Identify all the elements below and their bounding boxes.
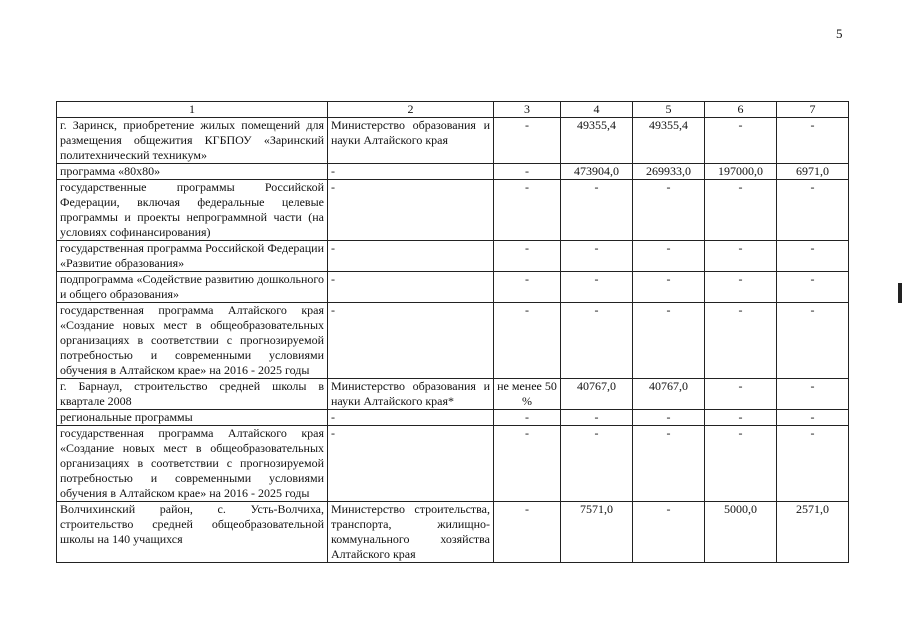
- row-total-cell: 7571,0: [561, 502, 633, 563]
- row-value-cell: -: [705, 379, 777, 410]
- row-value-cell: -: [633, 410, 705, 426]
- column-header: 2: [328, 102, 494, 118]
- row-total-cell: -: [561, 426, 633, 502]
- row-name-cell: г. Заринск, приобретение жилых помещений для размещения общежития КГБПОУ «Заринский политехнический техникум»: [57, 118, 328, 164]
- row-share-cell: -: [494, 164, 561, 180]
- row-value-cell: 269933,0: [633, 164, 705, 180]
- row-value-cell: -: [705, 180, 777, 241]
- column-header: 7: [777, 102, 849, 118]
- column-number-row: [57, 102, 849, 118]
- row-total-cell: 49355,4: [561, 118, 633, 164]
- row-name-cell: государственная программа Алтайского края «Создание новых мест в общеобразовательных организациях в соответствии с прогнозируемой потребностью и современными условиями обучения в Алтайском крае» на 2016 - 2025 годы: [57, 426, 328, 502]
- row-executor-cell: Министерство образования и науки Алтайского края: [328, 118, 494, 164]
- row-total-cell: -: [561, 272, 633, 303]
- row-value-cell: -: [777, 426, 849, 502]
- row-value-cell: -: [633, 502, 705, 563]
- row-value-cell: 2571,0: [777, 502, 849, 563]
- column-header: 3: [494, 102, 561, 118]
- row-total-cell: -: [561, 303, 633, 379]
- row-value-cell: -: [633, 426, 705, 502]
- page-number: 5: [836, 26, 843, 41]
- row-value-cell: 6971,0: [777, 164, 849, 180]
- row-value-cell: -: [777, 410, 849, 426]
- row-share-cell: -: [494, 426, 561, 502]
- row-value-cell: -: [777, 241, 849, 272]
- row-value-cell: -: [705, 410, 777, 426]
- row-total-cell: 40767,0: [561, 379, 633, 410]
- row-value-cell: -: [633, 180, 705, 241]
- row-name-cell: г. Барнаул, строительство средней школы в квартале 2008: [57, 379, 328, 410]
- row-share-cell: -: [494, 410, 561, 426]
- row-value-cell: -: [633, 241, 705, 272]
- row-name-cell: подпрограмма «Содействие развитию дошкольного и общего образования»: [57, 272, 328, 303]
- row-value-cell: -: [777, 118, 849, 164]
- table-row: [57, 118, 849, 164]
- row-share-cell: -: [494, 241, 561, 272]
- row-executor-cell: -: [328, 426, 494, 502]
- table-row: [57, 426, 849, 502]
- row-share-cell: не менее 50 %: [494, 379, 561, 410]
- table-row: [57, 241, 849, 272]
- row-share-cell: -: [494, 180, 561, 241]
- row-value-cell: -: [633, 272, 705, 303]
- row-executor-cell: -: [328, 180, 494, 241]
- row-executor-cell: -: [328, 303, 494, 379]
- row-name-cell: государственная программа Алтайского края «Создание новых мест в общеобразовательных организациях в соответствии с прогнозируемой потребностью и современными условиями обучения в Алтайском крае» на 2016 - 2025 годы: [57, 303, 328, 379]
- row-value-cell: -: [705, 241, 777, 272]
- row-value-cell: -: [705, 272, 777, 303]
- row-value-cell: -: [777, 180, 849, 241]
- table-row: [57, 410, 849, 426]
- row-value-cell: -: [633, 303, 705, 379]
- row-executor-cell: Министерство строительства, транспорта, жилищно-коммунального хозяйства Алтайского края: [328, 502, 494, 563]
- margin-mark: [898, 283, 902, 303]
- row-value-cell: 197000,0: [705, 164, 777, 180]
- row-share-cell: -: [494, 303, 561, 379]
- row-name-cell: программа «80х80»: [57, 164, 328, 180]
- table-row: [57, 164, 849, 180]
- table-row: [57, 502, 849, 563]
- row-value-cell: 49355,4: [633, 118, 705, 164]
- table-row: [57, 272, 849, 303]
- row-name-cell: Волчихинский район, с. Усть-Волчиха, строительство средней общеобразовательной школы на 140 учащихся: [57, 502, 328, 563]
- table-row: [57, 180, 849, 241]
- row-value-cell: -: [777, 303, 849, 379]
- row-share-cell: -: [494, 502, 561, 563]
- table-row: [57, 379, 849, 410]
- row-name-cell: региональные программы: [57, 410, 328, 426]
- row-share-cell: -: [494, 272, 561, 303]
- row-name-cell: государственная программа Российской Федерации «Развитие образования»: [57, 241, 328, 272]
- row-value-cell: -: [705, 118, 777, 164]
- column-header: 5: [633, 102, 705, 118]
- row-value-cell: -: [705, 303, 777, 379]
- table-row: [57, 303, 849, 379]
- row-executor-cell: -: [328, 410, 494, 426]
- column-header: 6: [705, 102, 777, 118]
- row-executor-cell: -: [328, 272, 494, 303]
- row-value-cell: 5000,0: [705, 502, 777, 563]
- row-value-cell: -: [705, 426, 777, 502]
- row-total-cell: -: [561, 241, 633, 272]
- row-name-cell: государственные программы Российской Федерации, включая федеральные целевые программы и проекты непрограммной части (на условиях софинансирования): [57, 180, 328, 241]
- row-total-cell: -: [561, 410, 633, 426]
- row-executor-cell: -: [328, 241, 494, 272]
- column-header: 1: [57, 102, 328, 118]
- row-executor-cell: -: [328, 164, 494, 180]
- row-share-cell: -: [494, 118, 561, 164]
- row-executor-cell: Министерство образования и науки Алтайского края*: [328, 379, 494, 410]
- column-header: 4: [561, 102, 633, 118]
- row-value-cell: -: [777, 379, 849, 410]
- row-total-cell: 473904,0: [561, 164, 633, 180]
- row-value-cell: -: [777, 272, 849, 303]
- row-value-cell: 40767,0: [633, 379, 705, 410]
- financing-table: [56, 101, 849, 563]
- row-total-cell: -: [561, 180, 633, 241]
